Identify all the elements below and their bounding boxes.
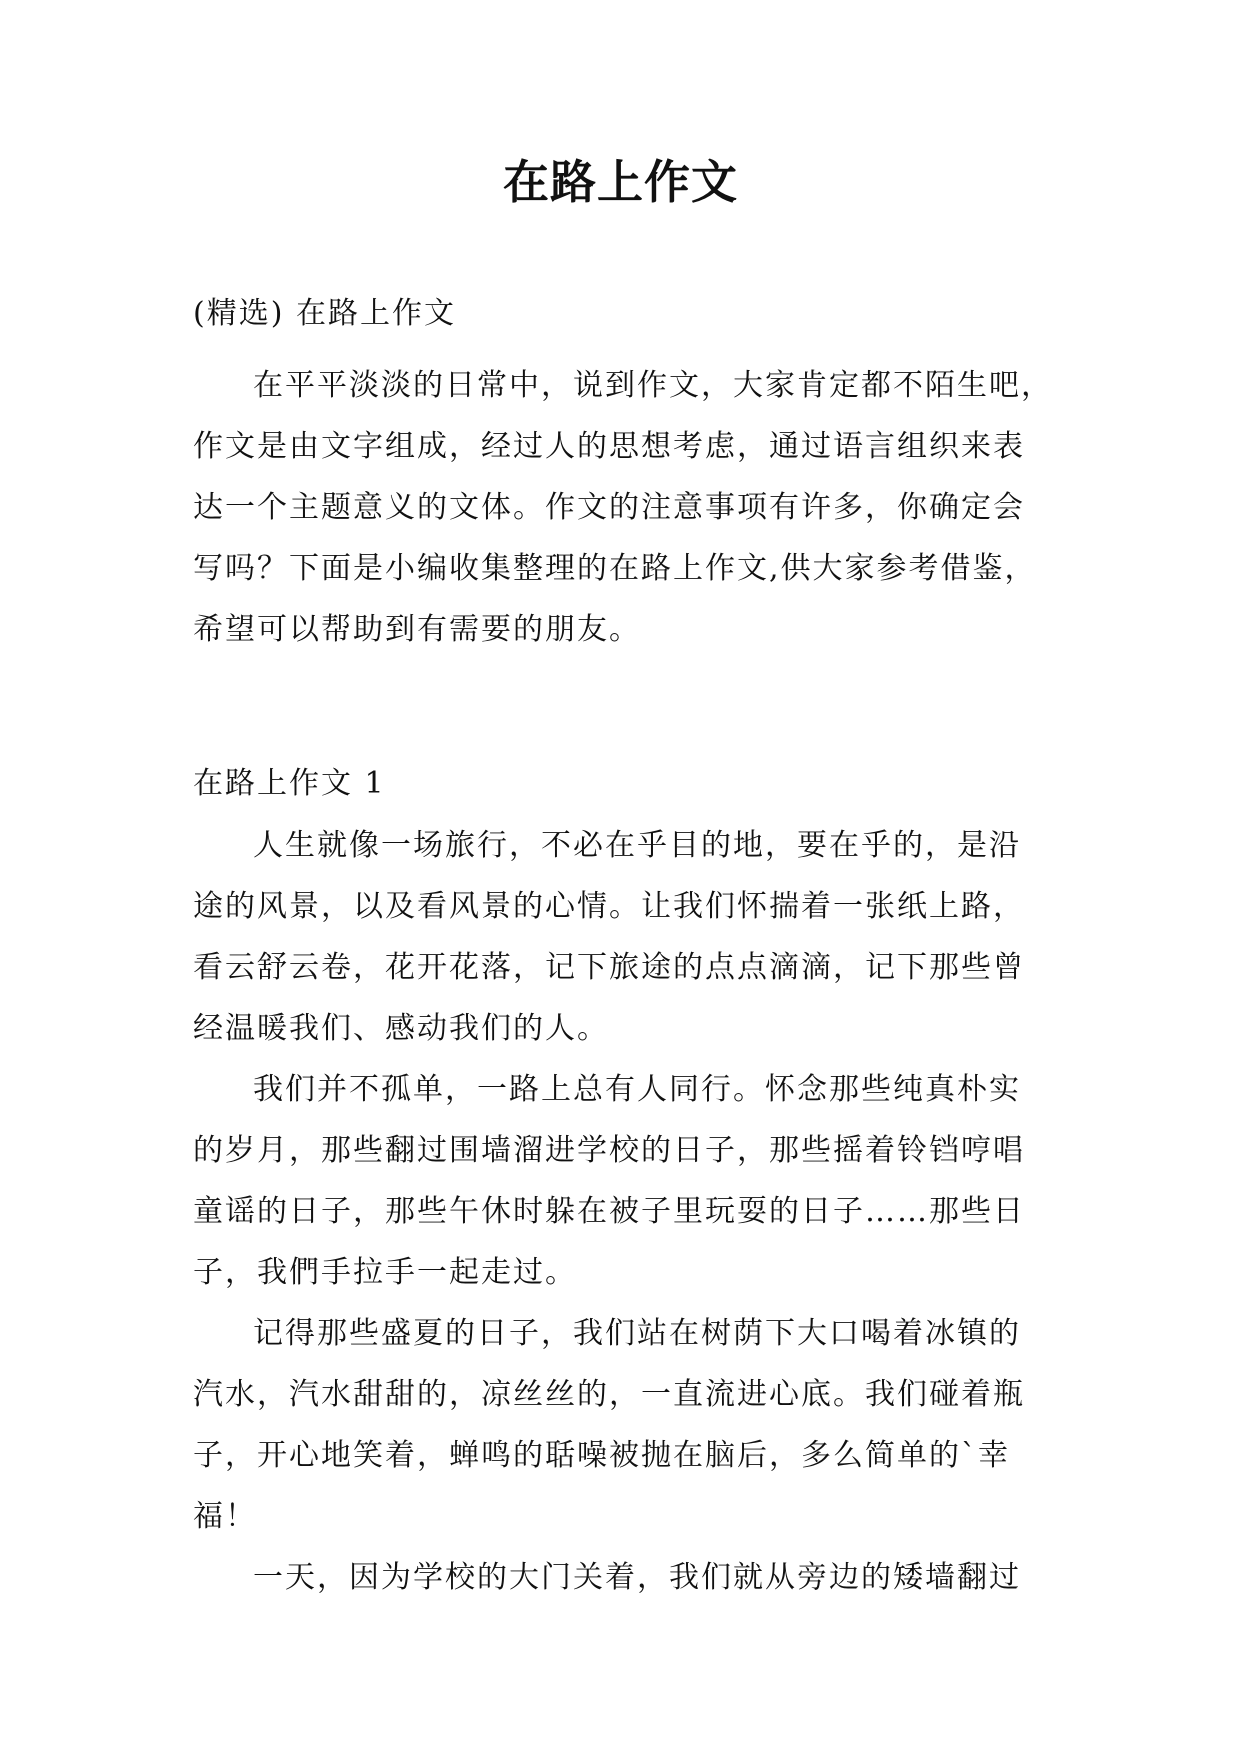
intro-line: 写吗？下面是小编收集整理的在路上作文,供大家参考借鉴， xyxy=(193,551,1037,586)
body-line: 途的风景，以及看风景的心情。让我们怀揣着一张纸上路， xyxy=(193,889,1025,924)
document-title: 在路上作文 xyxy=(503,155,738,209)
body-line: 记得那些盛夏的日子，我们站在树荫下大口喝着冰镇的 xyxy=(253,1316,1021,1351)
body-line: 一天，因为学校的大门关着，我们就从旁边的矮墙翻过 xyxy=(253,1560,1021,1595)
body-line: 童谣的日子，那些午休时躲在被子里玩耍的日子……那些日 xyxy=(193,1194,1025,1229)
body-line: 福！ xyxy=(193,1499,257,1534)
section-heading: 在路上作文 1 xyxy=(193,766,386,801)
body-paragraph-2 xyxy=(193,1059,1063,1303)
body-line: 我们并不孤单，一路上总有人同行。怀念那些纯真朴实 xyxy=(253,1072,1021,1107)
body-line: 子，开心地笑着，蝉鸣的聒噪被抛在脑后，多么简单的`幸 xyxy=(193,1438,1010,1473)
body-line: 汽水，汽水甜甜的，凉丝丝的，一直流进心底。我们碰着瓶 xyxy=(193,1377,1025,1412)
intro-line: 达一个主题意义的文体。作文的注意事项有许多，你确定会 xyxy=(193,490,1025,525)
body-line: 人生就像一场旅行，不必在乎目的地，要在乎的，是沿 xyxy=(253,828,1021,863)
body-paragraph-3 xyxy=(193,1303,1063,1547)
intro-line: 作文是由文字组成，经过人的思想考虑，通过语言组织来表 xyxy=(193,429,1025,464)
body-line: 子，我們手拉手一起走过。 xyxy=(193,1255,577,1290)
body-paragraph-1 xyxy=(193,815,1063,1059)
intro-line: 希望可以帮助到有需要的朋友。 xyxy=(193,612,641,647)
intro-line: 在平平淡淡的日常中，说到作文，大家肯定都不陌生吧， xyxy=(253,368,1053,403)
body-line: 的岁月，那些翻过围墙溜进学校的日子，那些摇着铃铛哼唱 xyxy=(193,1133,1025,1168)
intro-paragraph xyxy=(193,355,1063,660)
document-subtitle: (精选) 在路上作文 xyxy=(193,296,456,331)
body-line: 经温暖我们、感动我们的人。 xyxy=(193,1011,609,1046)
body-paragraph-4 xyxy=(193,1547,1063,1608)
body-line: 看云舒云卷，花开花落，记下旅途的点点滴滴，记下那些曾 xyxy=(193,950,1025,985)
